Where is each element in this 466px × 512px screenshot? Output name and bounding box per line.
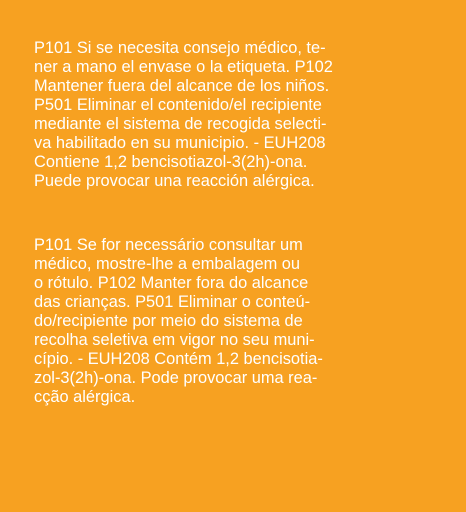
text-line: cípio. - EUH208 Contém 1,2 bencisotia-: [34, 350, 323, 368]
text-line: P101 Se for necessário consultar um: [34, 236, 303, 254]
text-line: zol-3(2h)-ona. Pode provocar uma rea-: [34, 369, 318, 387]
text-line: Puede provocar una reacción alérgica.: [34, 172, 315, 190]
text-line: mediante el sistema de recogida selecti-: [34, 115, 327, 133]
text-line: P101 Si se necesita consejo médico, te-: [34, 39, 326, 57]
text-line: do/recipiente por meio do sistema de: [34, 312, 303, 330]
portuguese-safety-text: [34, 236, 454, 407]
text-line: cção alérgica.: [34, 388, 136, 406]
text-line: Mantener fuera del alcance de los niños.: [34, 77, 330, 95]
text-line: Contiene 1,2 bencisotiazol-3(2h)-ona.: [34, 153, 308, 171]
text-line: P501 Eliminar el contenido/el recipiente: [34, 96, 322, 114]
text-line: o rótulo. P102 Manter fora do alcance: [34, 274, 309, 292]
text-line: recolha seletiva em vigor no seu muni-: [34, 331, 315, 349]
text-line: médico, mostre-lhe a embalagem ou: [34, 255, 301, 273]
text-line: das crianças. P501 Eliminar o conteú-: [34, 293, 311, 311]
text-line: ner a mano el envase o la etiqueta. P102: [34, 58, 333, 76]
spanish-safety-text: [34, 39, 454, 191]
text-line: va habilitado en su municipio. - EUH208: [34, 134, 326, 152]
